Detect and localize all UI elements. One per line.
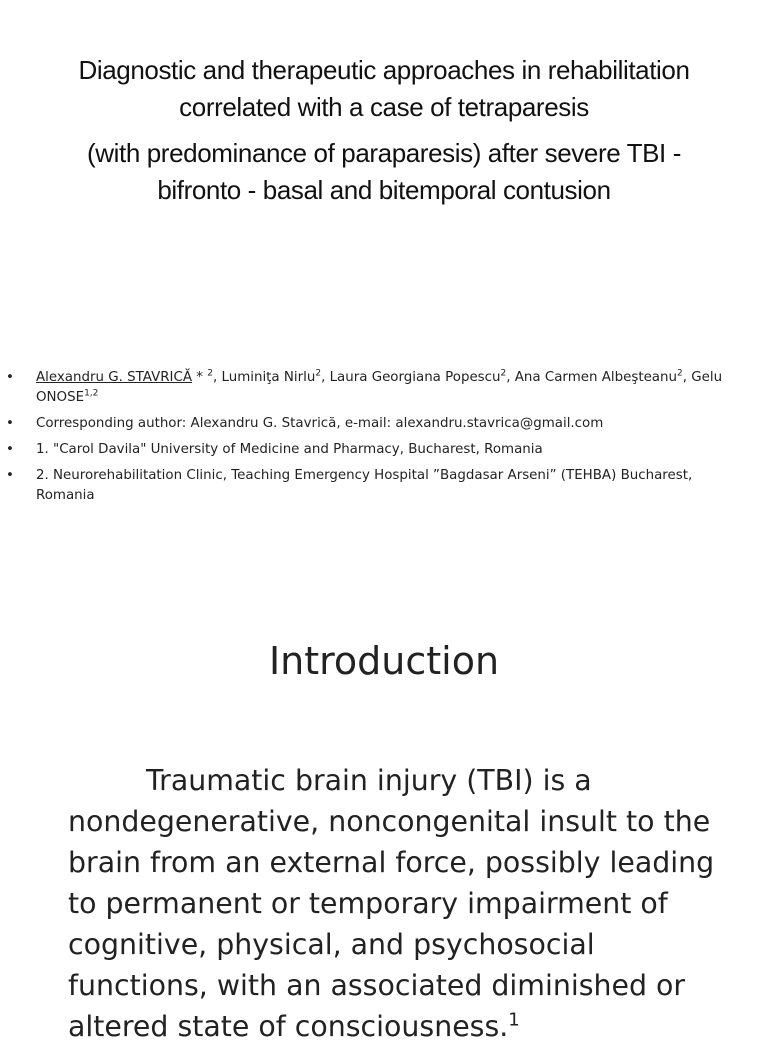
author-name: , Luminiţa Nirlu <box>212 370 316 385</box>
bullet: • <box>6 442 14 457</box>
author-name: , Laura Georgiana Popescu <box>321 370 501 385</box>
affiliation-text-1: 1. "Carol Davila" University of Medicine and Pharmacy, Bucharest, Romania <box>36 442 543 457</box>
affiliation-text-2: 2. Neurorehabilitation Clinic, Teaching Emergency Hospital ”Bagdasar Arseni” (TEHBA) Bucharest, Romania <box>36 468 693 503</box>
introduction-heading: Introduction <box>268 639 500 683</box>
document-title <box>20 52 748 209</box>
title-line-2: correlated with a case of tetraparesis <box>179 92 589 122</box>
introduction-paragraph <box>68 760 728 1047</box>
affiliation-sup: 2 <box>500 368 507 379</box>
author-name: , Ana Carmen Albeşteanu <box>506 370 677 385</box>
author-list <box>6 368 752 512</box>
title-spacer <box>20 126 748 135</box>
affiliation-item-2 <box>6 466 752 506</box>
affiliation-sup: 2 <box>677 368 683 379</box>
corresponding-author-text: Corresponding author: Alexandru G. Stavrică, e-mail: alexandru.stavrica@gmail.com <box>36 416 604 431</box>
author-name: , Gelu ONOSE <box>36 370 723 405</box>
reference-sup: 1 <box>508 1009 520 1031</box>
affiliation-sup: 1,2 <box>84 388 99 399</box>
first-author-name: Alexandru G. STAVRICĂ <box>36 370 193 385</box>
bullet: • <box>6 416 14 431</box>
introduction-body: Traumatic brain injury (TBI) is a nondegenerative, noncongenital insult to the brain from an external force, possibly leading to permanent or temporary impairment of cognitive, physical, and psychosocial functions, with an associated diminished or altered state of consciousness. <box>68 764 715 1043</box>
corresponding-mark: * <box>192 370 208 385</box>
bullet: • <box>6 370 14 385</box>
authors-item <box>6 368 752 408</box>
affiliation-sup: 2 <box>315 368 322 379</box>
title-line-1: Diagnostic and therapeutic approaches in rehabilitation <box>78 55 690 85</box>
affiliation-sup: 2 <box>207 368 213 379</box>
bullet: • <box>6 468 14 483</box>
affiliation-item-1 <box>6 440 752 460</box>
corresponding-author-item <box>6 414 752 434</box>
title-line-3: (with predominance of paraparesis) after severe TBI - <box>87 138 681 168</box>
title-line-4: bifronto - basal and bitemporal contusion <box>157 175 611 205</box>
